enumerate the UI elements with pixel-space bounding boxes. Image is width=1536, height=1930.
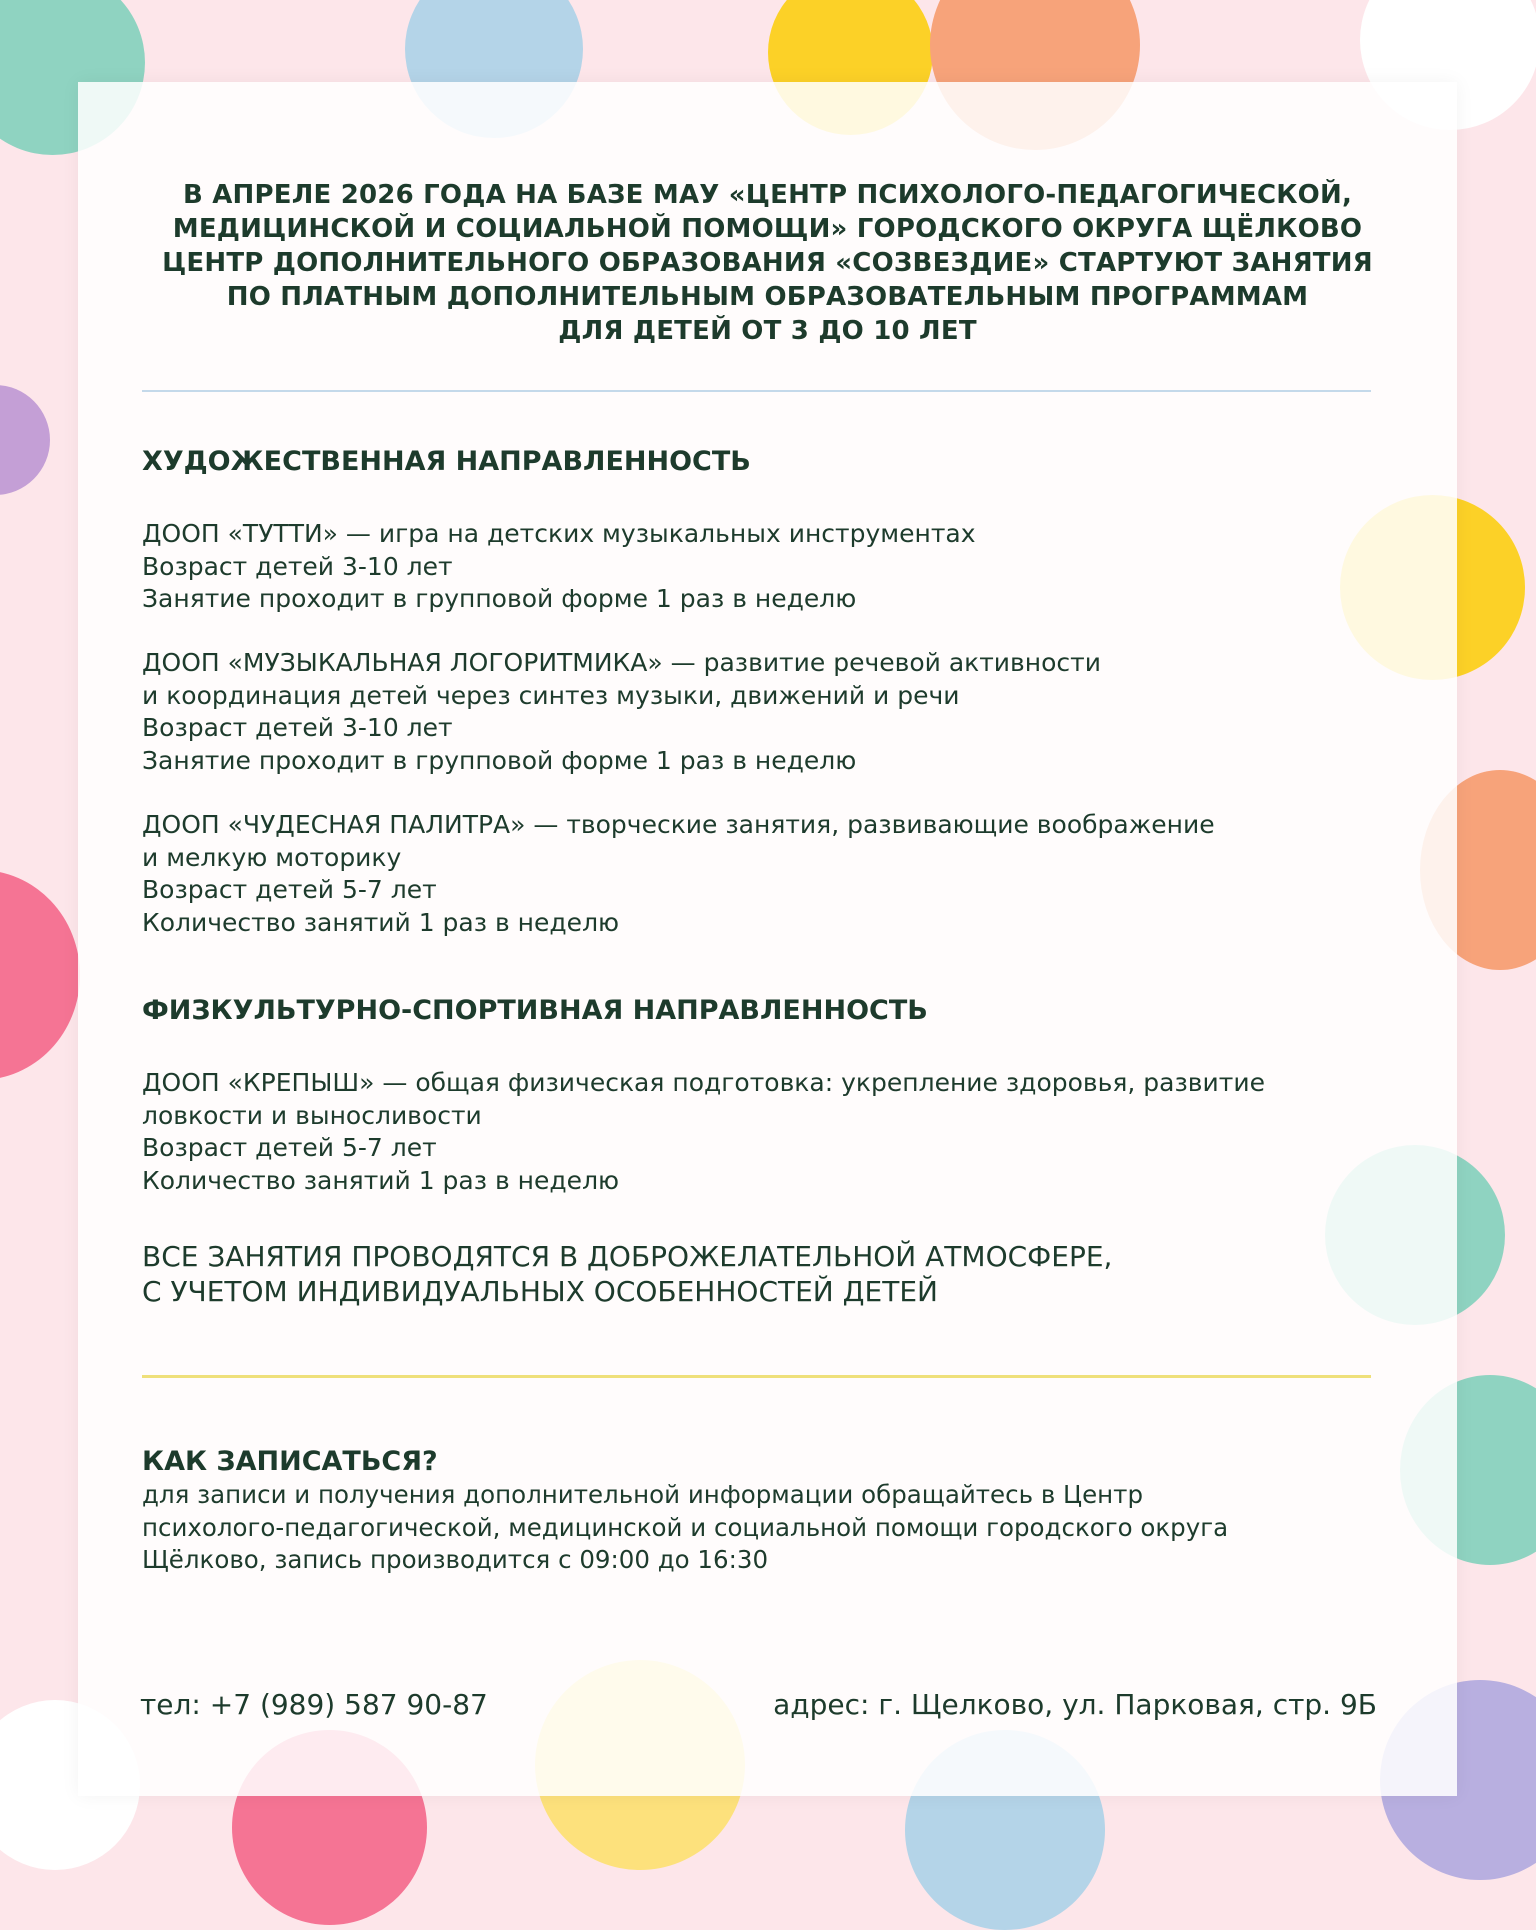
background-dot bbox=[0, 385, 50, 495]
contact-address: адрес: г. Щелково, ул. Парковая, стр. 9Б bbox=[773, 1688, 1377, 1721]
divider-top bbox=[142, 390, 1371, 392]
howto-line: Щёлково, запись производится с 09:00 до 16:30 bbox=[142, 1545, 769, 1574]
contact-phone[interactable]: тел: +7 (989) 587 90-87 bbox=[140, 1688, 488, 1721]
divider-bottom bbox=[142, 1375, 1371, 1378]
program-line: и координация детей через синтез музыки, движений и речи bbox=[142, 680, 960, 710]
sport-section bbox=[142, 994, 1392, 1028]
howto-line: для записи и получения дополнительной информации обращайтесь в Центр bbox=[142, 1480, 1143, 1509]
highlight-line: ВСЕ ЗАНЯТИЯ ПРОВОДЯТСЯ В ДОБРОЖЕЛАТЕЛЬНОЙ АТМОСФЕРЕ, bbox=[142, 1240, 1113, 1273]
program-line: ловкости и выносливости bbox=[142, 1100, 482, 1130]
program-tutti bbox=[142, 518, 1392, 616]
program-line: Занятие проходит в групповой форме 1 раз в неделю bbox=[142, 584, 857, 613]
heading-line: ДЛЯ ДЕТЕЙ ОТ 3 ДО 10 ЛЕТ bbox=[558, 316, 977, 346]
howto-section bbox=[142, 1445, 1392, 1577]
page-heading bbox=[138, 178, 1397, 348]
program-line: Возраст детей 3-10 лет bbox=[142, 551, 453, 581]
program-krepysh bbox=[142, 1067, 1392, 1197]
program-line: и мелкую моторику bbox=[142, 842, 402, 872]
art-section bbox=[142, 445, 1392, 479]
program-line: ДООП «ТУТТИ» — игра на детских музыкальных инструментах bbox=[142, 519, 976, 548]
content-card bbox=[78, 82, 1457, 1796]
program-line: Занятие проходит в групповой форме 1 раз в неделю bbox=[142, 745, 857, 775]
heading-line: В АПРЕЛЕ 2026 ГОДА НА БАЗЕ МАУ «ЦЕНТР ПСИХОЛОГО-ПЕДАГОГИЧЕСКОЙ, bbox=[182, 180, 1353, 210]
sport-section-title: ФИЗКУЛЬТУРНО-СПОРТИВНАЯ НАПРАВЛЕННОСТЬ bbox=[142, 995, 928, 1026]
art-section-title: ХУДОЖЕСТВЕННАЯ НАПРАВЛЕННОСТЬ bbox=[142, 446, 751, 477]
program-line: Количество занятий 1 раз в неделю bbox=[142, 1165, 620, 1195]
program-logoritmika bbox=[142, 647, 1392, 777]
heading-line: ЦЕНТР ДОПОЛНИТЕЛЬНОГО ОБРАЗОВАНИЯ «СОЗВЕЗДИЕ» СТАРТУЮТ ЗАНЯТИЯ bbox=[162, 248, 1373, 278]
program-line: Возраст детей 5-7 лет bbox=[142, 875, 437, 904]
background-dot bbox=[0, 870, 80, 1080]
heading-line: ПО ПЛАТНЫМ ДОПОЛНИТЕЛЬНЫМ ОБРАЗОВАТЕЛЬНЫМ ПРОГРАММАМ bbox=[226, 282, 1309, 312]
heading-line: МЕДИЦИНСКОЙ И СОЦИАЛЬНОЙ ПОМОЩИ» ГОРОДСКОГО ОКРУГА ЩЁЛКОВО bbox=[172, 214, 1363, 244]
program-line: ДООП «КРЕПЫШ» — общая физическая подготовка: укрепление здоровья, развитие bbox=[142, 1068, 1265, 1097]
howto-line: психолого-педагогической, медицинской и социальной помощи городского округа bbox=[142, 1512, 1229, 1542]
program-line: Возраст детей 3-10 лет bbox=[142, 713, 453, 742]
howto-title: КАК ЗАПИСАТЬСЯ? bbox=[142, 1446, 438, 1477]
program-line: ДООП «ЧУДЕСНАЯ ПАЛИТРА» — творческие занятия, развивающие воображение bbox=[142, 810, 1215, 839]
program-line: Возраст детей 5-7 лет bbox=[142, 1133, 437, 1162]
program-line: ДООП «МУЗЫКАЛЬНАЯ ЛОГОРИТМИКА» — развитие речевой активности bbox=[142, 648, 1101, 677]
highlight-note bbox=[142, 1239, 1392, 1309]
program-line: Количество занятий 1 раз в неделю bbox=[142, 907, 620, 937]
program-palitra bbox=[142, 809, 1392, 939]
highlight-line: С УЧЕТОМ ИНДИВИДУАЛЬНЫХ ОСОБЕННОСТЕЙ ДЕТЕЙ bbox=[142, 1275, 938, 1308]
